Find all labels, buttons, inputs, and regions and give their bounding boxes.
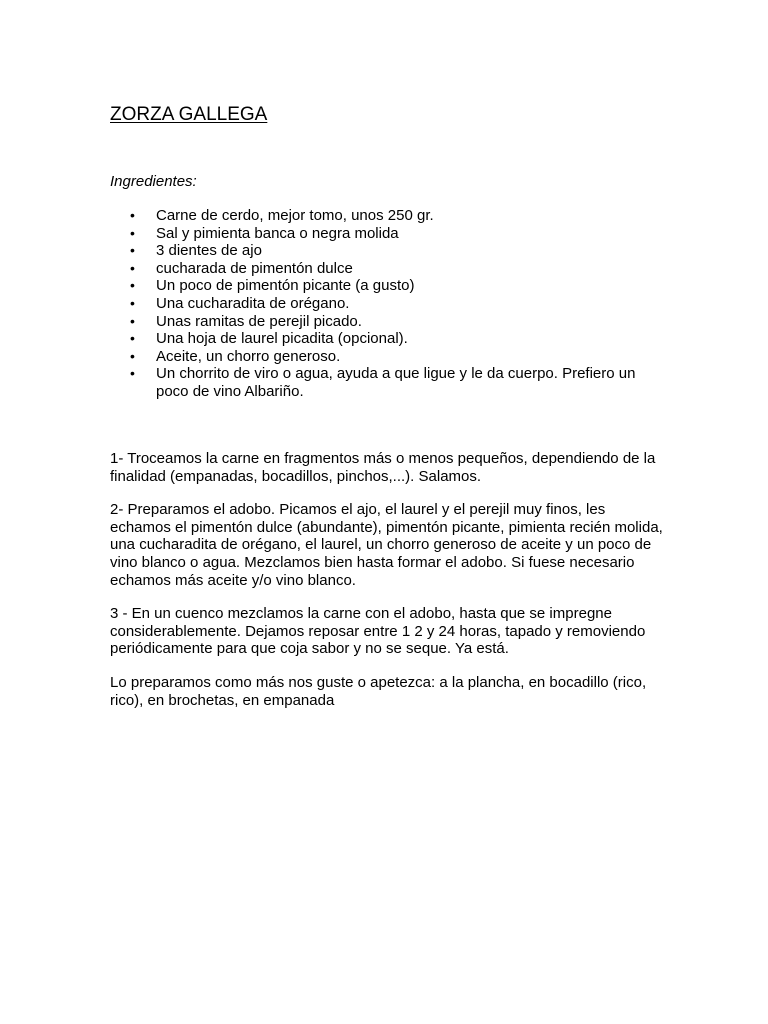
bullet-icon: • — [130, 259, 135, 276]
ingredient-text: Sal y pimienta banca o negra molida — [156, 224, 399, 242]
list-item — [110, 295, 670, 313]
list-item — [110, 348, 670, 366]
preparation-steps — [110, 450, 670, 725]
ingredient-text: 3 dientes de ajo — [156, 242, 262, 260]
bullet-icon: • — [130, 347, 135, 364]
ingredient-text: cucharada de pimentón dulce — [156, 259, 353, 277]
list-item — [110, 330, 670, 348]
ingredient-text: Una cucharadita de orégano. — [156, 294, 350, 312]
ingredient-text: Unas ramitas de perejil picado. — [156, 312, 362, 330]
list-item — [110, 207, 670, 225]
list-item — [110, 260, 670, 278]
bullet-icon: • — [130, 330, 135, 347]
list-item — [110, 277, 670, 295]
list-item — [110, 365, 670, 400]
bullet-icon: • — [130, 224, 135, 241]
bullet-icon: • — [130, 294, 135, 311]
step-paragraph: 1- Troceamos la carne en fragmentos más o menos pequeños, dependiendo de la finalidad (empanadas, bocadillos, pinchos,...). Salamos. — [110, 450, 656, 485]
list-item — [110, 242, 670, 260]
ingredient-text: Un poco de pimentón picante (a gusto) — [156, 277, 415, 295]
ingredient-text: Carne de cerdo, mejor tomo, unos 250 gr. — [156, 207, 434, 224]
step-paragraph: 3 - En un cuenco mezclamos la carne con el adobo, hasta que se impregne considerablemente. Dejamos reposar entre 1 2 y 24 horas, tapado y removiendo periódicamente para que coja sabor y no se seque. Ya está. — [110, 605, 646, 658]
step-paragraph: 2- Preparamos el adobo. Picamos el ajo, el laurel y el perejil muy finos, les echamos el pimentón dulce (abundante), pimentón picante, pimienta recién molida, una cucharadita de orégano, el laurel, un chorro generoso de aceite y un poco de vino blanco o agua. Mezclamos bien hasta formar el adobo. Si fuese necesario echamos más aceite y/o vino blanco. — [110, 501, 663, 589]
bullet-icon: • — [130, 242, 135, 259]
ingredients-list — [110, 207, 670, 401]
bullet-icon: • — [130, 312, 135, 329]
bullet-icon: • — [130, 277, 135, 294]
list-item — [110, 225, 670, 243]
ingredient-text: Aceite, un chorro generoso. — [156, 347, 341, 365]
bullet-icon: • — [130, 207, 135, 223]
bullet-icon: • — [130, 365, 135, 382]
page-title: ZORZA GALLEGA — [110, 104, 268, 125]
list-item — [110, 313, 670, 331]
ingredient-text: Una hoja de laurel picadita (opcional). — [156, 330, 408, 348]
step-paragraph: Lo preparamos como más nos guste o apetezca: a la plancha, en bocadillo (rico, rico), en brochetas, en empanada — [110, 673, 647, 709]
ingredients-heading: Ingredientes: — [110, 173, 197, 190]
ingredient-text: Un chorrito de viro o agua, ayuda a que ligue y le da cuerpo. Prefiero un poco de vino Albariño. — [156, 365, 636, 400]
